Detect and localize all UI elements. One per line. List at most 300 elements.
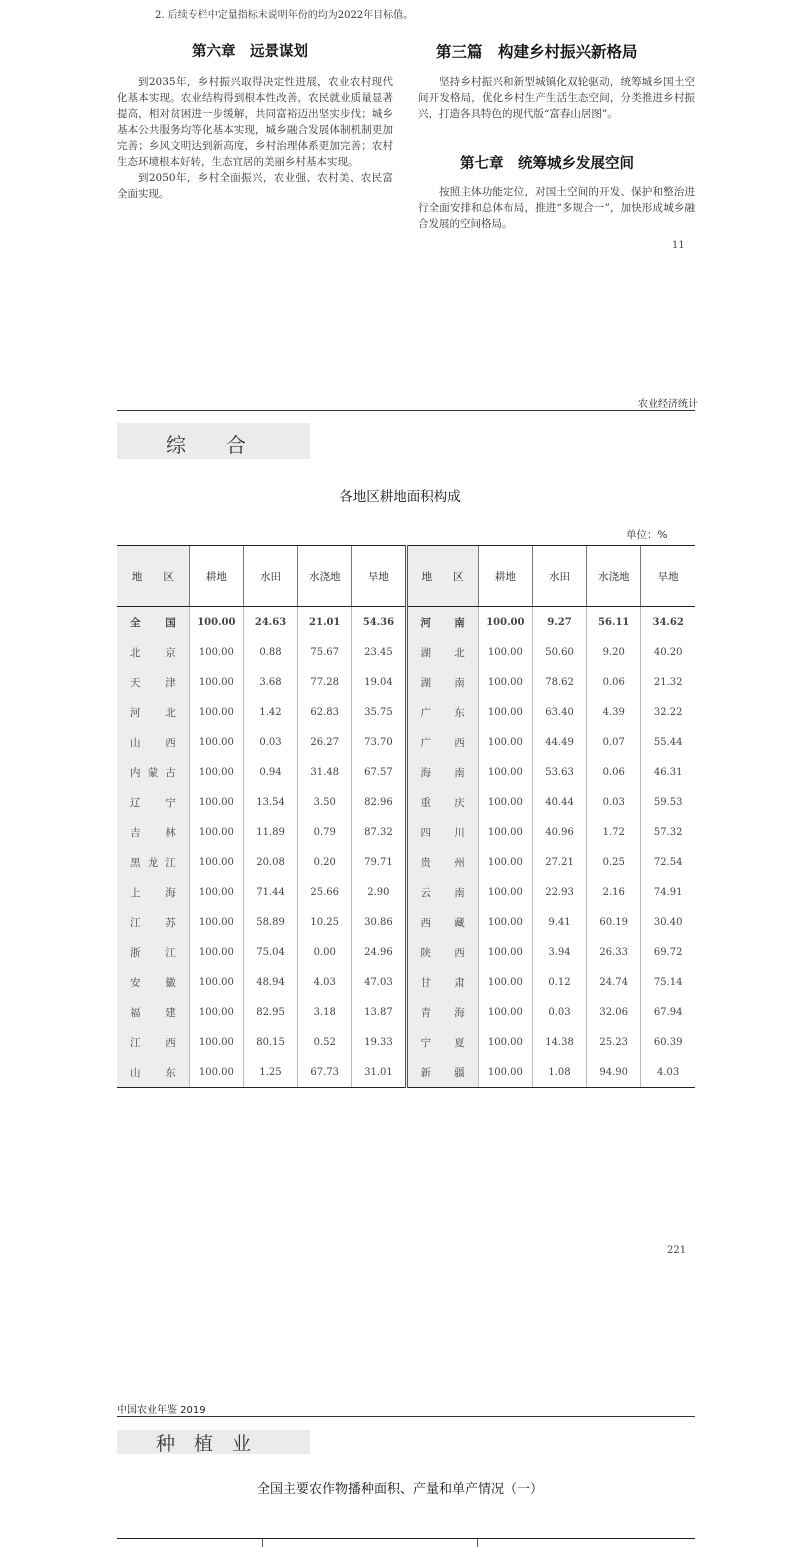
value-cell: 73.70 — [352, 727, 406, 757]
region-name — [408, 1005, 478, 1020]
region-char: 广 — [420, 706, 431, 719]
region-cell — [117, 727, 189, 757]
region-cell — [406, 727, 478, 757]
region-cell — [406, 1057, 478, 1088]
region-char: 建 — [165, 1006, 176, 1019]
region-name — [117, 1005, 189, 1020]
value-cell: 24.63 — [243, 607, 297, 638]
value-cell: 30.86 — [352, 907, 406, 937]
region-char: 疆 — [454, 1066, 465, 1079]
value-cell: 100.00 — [189, 967, 243, 997]
region-name — [117, 615, 189, 630]
value-cell: 31.01 — [352, 1057, 406, 1088]
region-cell — [406, 1027, 478, 1057]
chapter-heading-right: 第七章 统筹城乡发展空间 — [460, 156, 634, 172]
right-text-column-1 — [418, 74, 695, 122]
table-row — [117, 607, 695, 638]
value-cell: 3.94 — [532, 937, 586, 967]
value-cell: 55.44 — [641, 727, 695, 757]
value-cell: 75.67 — [298, 637, 352, 667]
region-char: 川 — [454, 826, 465, 839]
region-char: 西 — [165, 736, 176, 749]
region-cell — [406, 937, 478, 967]
table-row — [117, 1057, 695, 1088]
header-rule — [117, 1416, 695, 1417]
value-cell: 57.32 — [641, 817, 695, 847]
value-cell: 100.00 — [189, 817, 243, 847]
column-header: 地 区 — [406, 546, 478, 607]
table-row — [117, 637, 695, 667]
value-cell: 100.00 — [478, 667, 532, 697]
region-name — [117, 735, 189, 750]
region-cell — [117, 997, 189, 1027]
region-char: 苏 — [165, 916, 176, 929]
region-cell — [117, 637, 189, 667]
region-cell — [406, 667, 478, 697]
region-char: 州 — [454, 856, 465, 869]
region-cell — [406, 907, 478, 937]
value-cell: 100.00 — [478, 787, 532, 817]
value-cell: 94.90 — [587, 1057, 641, 1088]
value-cell: 2.90 — [352, 877, 406, 907]
region-char: 山 — [130, 736, 141, 749]
value-cell: 74.91 — [641, 877, 695, 907]
value-cell: 11.89 — [243, 817, 297, 847]
value-cell: 75.14 — [641, 967, 695, 997]
page-number: 221 — [667, 1245, 687, 1256]
region-char: 福 — [130, 1006, 141, 1019]
value-cell: 72.54 — [641, 847, 695, 877]
value-cell: 13.54 — [243, 787, 297, 817]
value-cell: 59.53 — [641, 787, 695, 817]
region-char: 藏 — [454, 916, 465, 929]
column-header: 水田 — [532, 546, 586, 607]
value-cell: 23.45 — [352, 637, 406, 667]
region-char: 庆 — [454, 796, 465, 809]
region-cell — [117, 1027, 189, 1057]
value-cell: 100.00 — [478, 877, 532, 907]
value-cell: 100.00 — [189, 877, 243, 907]
value-cell: 26.33 — [587, 937, 641, 967]
value-cell: 100.00 — [189, 787, 243, 817]
region-cell — [117, 967, 189, 997]
region-cell — [117, 787, 189, 817]
value-cell: 13.87 — [352, 997, 406, 1027]
region-char: 北 — [165, 706, 176, 719]
value-cell: 22.93 — [532, 877, 586, 907]
region-char: 津 — [165, 676, 176, 689]
value-cell: 24.96 — [352, 937, 406, 967]
header-rule — [117, 410, 695, 411]
region-name — [117, 765, 189, 780]
value-cell: 63.40 — [532, 697, 586, 727]
value-cell: 78.62 — [532, 667, 586, 697]
value-cell: 100.00 — [478, 847, 532, 877]
value-cell: 0.06 — [587, 757, 641, 787]
value-cell: 4.39 — [587, 697, 641, 727]
region-char: 湖 — [420, 676, 431, 689]
region-char: 宁 — [420, 1036, 431, 1049]
region-char: 京 — [165, 646, 176, 659]
region-char: 重 — [420, 796, 431, 809]
region-name — [117, 825, 189, 840]
left-text-column — [117, 74, 393, 202]
value-cell: 100.00 — [478, 997, 532, 1027]
value-cell: 2.16 — [587, 877, 641, 907]
value-cell: 3.50 — [298, 787, 352, 817]
value-cell: 100.00 — [189, 727, 243, 757]
value-cell: 4.03 — [641, 1057, 695, 1088]
region-cell — [117, 907, 189, 937]
region-char: 全 — [130, 616, 141, 629]
region-name — [117, 1065, 189, 1080]
value-cell: 67.73 — [298, 1057, 352, 1088]
region-name — [117, 915, 189, 930]
region-char: 肃 — [454, 976, 465, 989]
column-header: 地 区 — [117, 546, 189, 607]
footnote: 2. 后续专栏中定量指标未说明年份的均为2022年目标值。 — [155, 10, 414, 21]
value-cell: 31.48 — [298, 757, 352, 787]
region-name — [117, 645, 189, 660]
region-name — [117, 885, 189, 900]
value-cell: 27.21 — [532, 847, 586, 877]
region-char: 东 — [454, 706, 465, 719]
value-cell: 100.00 — [189, 997, 243, 1027]
value-cell: 100.00 — [478, 757, 532, 787]
table-row — [117, 1027, 695, 1057]
region-char: 新 — [420, 1066, 431, 1079]
value-cell: 77.28 — [298, 667, 352, 697]
region-char: 古 — [165, 766, 176, 779]
column-header: 水浇地 — [298, 546, 352, 607]
book-title: 中国农业年鉴 2019 — [117, 1405, 206, 1416]
value-cell: 100.00 — [478, 1057, 532, 1088]
region-cell — [406, 877, 478, 907]
region-cell — [406, 607, 478, 638]
right-text-column-2 — [418, 184, 695, 232]
value-cell: 56.11 — [587, 607, 641, 638]
region-cell — [406, 757, 478, 787]
value-cell: 14.38 — [532, 1027, 586, 1057]
farmland-composition-table — [117, 545, 695, 1088]
region-name — [408, 975, 478, 990]
value-cell: 100.00 — [478, 607, 532, 638]
value-cell: 32.06 — [587, 997, 641, 1027]
region-char: 江 — [130, 916, 141, 929]
region-char: 宁 — [165, 796, 176, 809]
region-char: 山 — [130, 1066, 141, 1079]
value-cell: 10.25 — [298, 907, 352, 937]
region-char: 吉 — [130, 826, 141, 839]
value-cell: 0.52 — [298, 1027, 352, 1057]
region-char: 南 — [454, 616, 465, 629]
table-row — [117, 727, 695, 757]
unit-label: 单位：% — [626, 529, 668, 541]
value-cell: 100.00 — [478, 937, 532, 967]
column-header: 耕地 — [478, 546, 532, 607]
region-char: 上 — [130, 886, 141, 899]
region-cell — [117, 937, 189, 967]
table-row — [117, 997, 695, 1027]
value-cell: 34.62 — [641, 607, 695, 638]
table-row — [117, 907, 695, 937]
region-cell — [117, 757, 189, 787]
value-cell: 21.01 — [298, 607, 352, 638]
region-char: 河 — [130, 706, 141, 719]
value-cell: 100.00 — [189, 757, 243, 787]
region-char: 北 — [130, 646, 141, 659]
value-cell: 1.72 — [587, 817, 641, 847]
section-label: 综 合 — [166, 433, 246, 457]
region-cell — [117, 667, 189, 697]
chapter-heading-left: 第六章 远景谋划 — [192, 44, 308, 60]
page-number: 11 — [672, 240, 685, 251]
value-cell: 0.79 — [298, 817, 352, 847]
table-row — [117, 877, 695, 907]
table-row — [117, 847, 695, 877]
value-cell: 100.00 — [478, 907, 532, 937]
region-name — [117, 675, 189, 690]
value-cell: 0.25 — [587, 847, 641, 877]
value-cell: 9.41 — [532, 907, 586, 937]
region-name — [408, 705, 478, 720]
region-name — [408, 1065, 478, 1080]
region-name — [408, 765, 478, 780]
region-char: 龙 — [147, 856, 159, 869]
region-char: 国 — [165, 616, 176, 629]
table-row — [117, 937, 695, 967]
value-cell: 100.00 — [189, 937, 243, 967]
paragraph: 到2035年，乡村振兴取得决定性进展，农业农村现代化基本实现。农业结构得到根本性改善，农民就业质量显著提高，相对贫困进一步缓解，共同富裕迈出坚实步伐；城乡基本公共服务均等化基本实现，城乡融合发展体制机制更加完善；乡风文明达到新高度，乡村治理体系更加完善；农村生态环境根本好转，生态宜居的美丽乡村基本实现。 — [117, 76, 393, 168]
region-name — [117, 705, 189, 720]
region-char: 西 — [420, 916, 431, 929]
value-cell: 60.39 — [641, 1027, 695, 1057]
value-cell: 0.00 — [298, 937, 352, 967]
region-char: 北 — [454, 646, 465, 659]
paragraph: 按照主体功能定位，对国土空间的开发、保护和整治进行全面安排和总体布局，推进“多规合一”，加快形成城乡融合发展的空间格局。 — [418, 186, 695, 230]
value-cell: 100.00 — [189, 1057, 243, 1088]
region-name — [117, 945, 189, 960]
region-char: 浙 — [130, 946, 141, 959]
value-cell: 40.96 — [532, 817, 586, 847]
value-cell: 82.95 — [243, 997, 297, 1027]
region-char: 海 — [454, 1006, 465, 1019]
value-cell: 3.68 — [243, 667, 297, 697]
column-header: 旱地 — [352, 546, 406, 607]
region-char: 江 — [130, 1036, 141, 1049]
region-name — [408, 855, 478, 870]
region-name — [408, 615, 478, 630]
value-cell: 1.08 — [532, 1057, 586, 1088]
table-row — [117, 967, 695, 997]
region-char: 南 — [454, 676, 465, 689]
value-cell: 30.40 — [641, 907, 695, 937]
region-cell — [406, 847, 478, 877]
region-char: 安 — [130, 976, 141, 989]
table-row — [117, 817, 695, 847]
part-heading: 第三篇 构建乡村振兴新格局 — [436, 43, 638, 61]
column-header: 水浇地 — [587, 546, 641, 607]
value-cell: 100.00 — [189, 607, 243, 638]
table-title: 各地区耕地面积构成 — [339, 489, 461, 505]
table-row — [117, 787, 695, 817]
region-char: 东 — [165, 1066, 176, 1079]
value-cell: 0.03 — [587, 787, 641, 817]
region-char: 青 — [420, 1006, 431, 1019]
value-cell: 100.00 — [189, 697, 243, 727]
value-cell: 46.31 — [641, 757, 695, 787]
value-cell: 0.07 — [587, 727, 641, 757]
region-char: 西 — [454, 946, 465, 959]
value-cell: 40.44 — [532, 787, 586, 817]
region-char: 蒙 — [147, 766, 159, 779]
column-header: 水田 — [243, 546, 297, 607]
region-char: 夏 — [454, 1036, 465, 1049]
region-char: 南 — [454, 886, 465, 899]
value-cell: 60.19 — [587, 907, 641, 937]
region-cell — [406, 697, 478, 727]
value-cell: 25.23 — [587, 1027, 641, 1057]
region-char: 云 — [420, 886, 431, 899]
value-cell: 100.00 — [478, 637, 532, 667]
region-name — [117, 855, 189, 870]
table-title: 全国主要农作物播种面积、产量和单产情况（一） — [256, 1482, 543, 1497]
value-cell: 100.00 — [189, 667, 243, 697]
value-cell: 71.44 — [243, 877, 297, 907]
region-char: 海 — [420, 766, 431, 779]
value-cell: 47.03 — [352, 967, 406, 997]
table-row — [117, 757, 695, 787]
region-cell — [117, 607, 189, 638]
region-char: 陕 — [420, 946, 431, 959]
value-cell: 58.89 — [243, 907, 297, 937]
column-header: 旱地 — [641, 546, 695, 607]
value-cell: 100.00 — [478, 967, 532, 997]
value-cell: 75.04 — [243, 937, 297, 967]
table-row — [117, 667, 695, 697]
table-header-row — [117, 546, 695, 607]
value-cell: 9.27 — [532, 607, 586, 638]
region-char: 黑 — [130, 856, 141, 869]
region-char: 湖 — [420, 646, 431, 659]
region-cell — [406, 637, 478, 667]
value-cell: 9.20 — [587, 637, 641, 667]
value-cell: 87.32 — [352, 817, 406, 847]
value-cell: 25.66 — [298, 877, 352, 907]
value-cell: 100.00 — [478, 817, 532, 847]
region-name — [117, 795, 189, 810]
value-cell: 1.42 — [243, 697, 297, 727]
region-name — [408, 735, 478, 750]
region-char: 广 — [420, 736, 431, 749]
value-cell: 100.00 — [478, 727, 532, 757]
value-cell: 40.20 — [641, 637, 695, 667]
region-name — [408, 795, 478, 810]
region-char: 辽 — [130, 796, 141, 809]
value-cell: 69.72 — [641, 937, 695, 967]
region-char: 林 — [165, 826, 176, 839]
value-cell: 35.75 — [352, 697, 406, 727]
region-cell — [406, 817, 478, 847]
region-cell — [406, 787, 478, 817]
value-cell: 67.57 — [352, 757, 406, 787]
value-cell: 24.74 — [587, 967, 641, 997]
region-cell — [117, 697, 189, 727]
value-cell: 100.00 — [478, 1027, 532, 1057]
value-cell: 0.94 — [243, 757, 297, 787]
value-cell: 100.00 — [189, 637, 243, 667]
region-name — [117, 1035, 189, 1050]
region-cell — [406, 967, 478, 997]
region-name — [408, 945, 478, 960]
region-name — [408, 1035, 478, 1050]
value-cell: 19.33 — [352, 1027, 406, 1057]
section-label: 种 植 业 — [156, 1433, 252, 1455]
region-cell — [117, 817, 189, 847]
value-cell: 19.04 — [352, 667, 406, 697]
region-char: 江 — [165, 946, 176, 959]
value-cell: 50.60 — [532, 637, 586, 667]
region-char: 海 — [165, 886, 176, 899]
value-cell: 100.00 — [189, 847, 243, 877]
region-cell — [406, 997, 478, 1027]
region-name — [408, 915, 478, 930]
value-cell: 21.32 — [641, 667, 695, 697]
value-cell: 100.00 — [478, 697, 532, 727]
region-char: 四 — [420, 826, 431, 839]
value-cell: 100.00 — [189, 907, 243, 937]
running-header: 农业经济统计 — [638, 399, 698, 410]
region-char: 贵 — [420, 856, 431, 869]
value-cell: 44.49 — [532, 727, 586, 757]
region-cell — [117, 877, 189, 907]
region-char: 西 — [454, 736, 465, 749]
value-cell: 79.71 — [352, 847, 406, 877]
region-cell — [117, 1057, 189, 1088]
region-cell — [117, 847, 189, 877]
region-char: 内 — [130, 766, 141, 779]
value-cell: 20.08 — [243, 847, 297, 877]
value-cell: 54.36 — [352, 607, 406, 638]
region-char: 天 — [130, 676, 141, 689]
value-cell: 67.94 — [641, 997, 695, 1027]
value-cell: 0.03 — [243, 727, 297, 757]
value-cell: 100.00 — [189, 1027, 243, 1057]
value-cell: 62.83 — [298, 697, 352, 727]
paragraph: 坚持乡村振兴和新型城镇化双轮驱动，统筹城乡国土空间开发格局，优化乡村生产生活生态空间，分类推进乡村振兴，打造各具特色的现代版“富春山居图”。 — [418, 76, 695, 120]
value-cell: 0.03 — [532, 997, 586, 1027]
region-char: 甘 — [420, 976, 431, 989]
value-cell: 32.22 — [641, 697, 695, 727]
value-cell: 0.20 — [298, 847, 352, 877]
region-name — [408, 645, 478, 660]
region-char: 江 — [165, 856, 176, 869]
region-char: 南 — [454, 766, 465, 779]
value-cell: 26.27 — [298, 727, 352, 757]
region-name — [408, 675, 478, 690]
value-cell: 0.12 — [532, 967, 586, 997]
value-cell: 4.03 — [298, 967, 352, 997]
region-char: 西 — [165, 1036, 176, 1049]
value-cell: 3.18 — [298, 997, 352, 1027]
table-row — [117, 697, 695, 727]
value-cell: 1.25 — [243, 1057, 297, 1088]
value-cell: 48.94 — [243, 967, 297, 997]
value-cell: 0.88 — [243, 637, 297, 667]
paragraph: 到2050年，乡村全面振兴，农业强、农村美、农民富全面实现。 — [117, 172, 393, 200]
region-name — [408, 825, 478, 840]
value-cell: 82.96 — [352, 787, 406, 817]
